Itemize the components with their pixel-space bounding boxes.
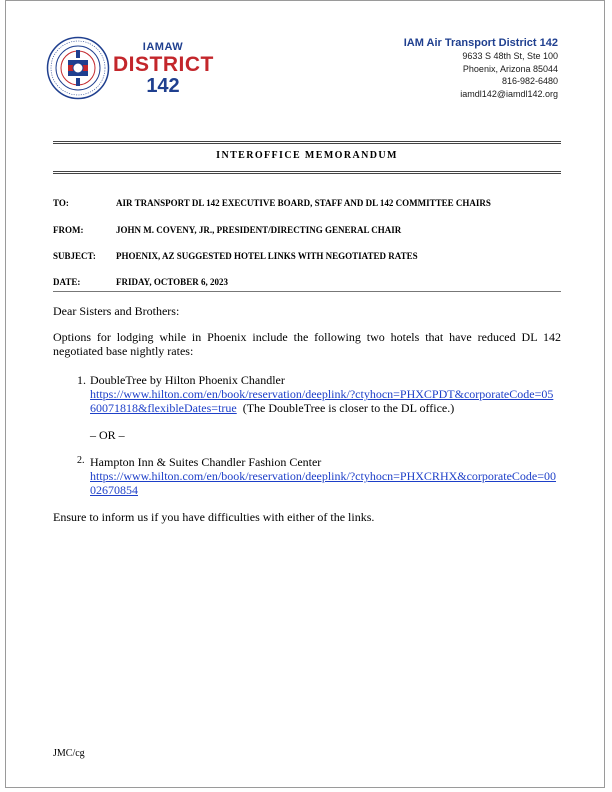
footer-initials: JMC/cg [53, 748, 85, 759]
item-2-name: Hampton Inn & Suites Chandler Fashion Center [90, 455, 322, 469]
item-2-number: 2. [77, 455, 85, 466]
org-address-line-1: 9633 S 48th St, Ste 100 [462, 51, 558, 61]
closing-paragraph: Ensure to inform us if you have difficulties with either of the links. [53, 510, 375, 524]
logo-line-2: DISTRICT [113, 53, 214, 76]
item-1-link[interactable]: https://www.hilton.com/en/book/reservation/deeplink/?ctyhocn=PHXCPDT&corporateCode=05 [90, 387, 554, 401]
district-logo-wordmark [113, 42, 213, 96]
item-1-link-continued[interactable]: 60071818&flexibleDates=true [90, 401, 237, 415]
item-2-link-continued[interactable]: 02670854 [90, 483, 138, 497]
from-label: FROM: [53, 225, 84, 235]
salutation: Dear Sisters and Brothers: [53, 304, 180, 318]
intro-paragraph: Options for lodging while in Phoenix include the following two hotels that have reduced DL 142 negotiated base nightly rates: [53, 330, 561, 358]
org-email: iamdl142@iamdl142.org [460, 88, 558, 99]
or-separator: – OR – [90, 428, 125, 442]
iam-seal-icon [46, 36, 110, 100]
item-1-number: 1. [77, 373, 86, 387]
routing-divider [53, 291, 561, 292]
memo-title: INTEROFFICE MEMORANDUM [216, 150, 398, 161]
item-2-link-line-1 [90, 469, 570, 483]
item-2-link-line-2 [90, 483, 570, 497]
title-bottom-rule [53, 171, 561, 172]
from-value: JOHN M. COVENY, JR., PRESIDENT/DIRECTING GENERAL CHAIR [116, 225, 402, 235]
to-label: TO: [53, 198, 69, 208]
item-1-link-line-1 [90, 387, 570, 401]
title-top-rule [53, 141, 561, 142]
item-2-link[interactable]: https://www.hilton.com/en/book/reservation/deeplink/?ctyhocn=PHXCRHX&corporateCode=00 [90, 469, 557, 483]
org-address-block [404, 36, 558, 100]
date-label: DATE: [53, 277, 81, 287]
date-value: FRIDAY, OCTOBER 6, 2023 [116, 277, 228, 287]
org-phone: 816-982-6480 [501, 76, 558, 86]
title-bottom-rule-2 [53, 173, 561, 174]
org-name: IAM Air Transport District 142 [403, 37, 558, 49]
item-1-note: (The DoubleTree is closer to the DL office.) [242, 401, 455, 415]
logo-line-3: 142 [146, 75, 180, 97]
to-value: AIR TRANSPORT DL 142 EXECUTIVE BOARD, STAFF AND DL 142 COMMITTEE CHAIRS [116, 198, 491, 208]
subject-label: SUBJECT: [53, 251, 96, 261]
org-address-line-2: Phoenix, Arizona 85044 [462, 63, 558, 74]
item-1-link-line-2 [90, 401, 570, 415]
item-1-name: DoubleTree by Hilton Phoenix Chandler [90, 373, 285, 387]
title-top-rule-2 [53, 143, 561, 144]
logo-line-1: IAMAW [142, 41, 184, 53]
subject-value: PHOENIX, AZ SUGGESTED HOTEL LINKS WITH NEGOTIATED RATES [116, 251, 418, 261]
